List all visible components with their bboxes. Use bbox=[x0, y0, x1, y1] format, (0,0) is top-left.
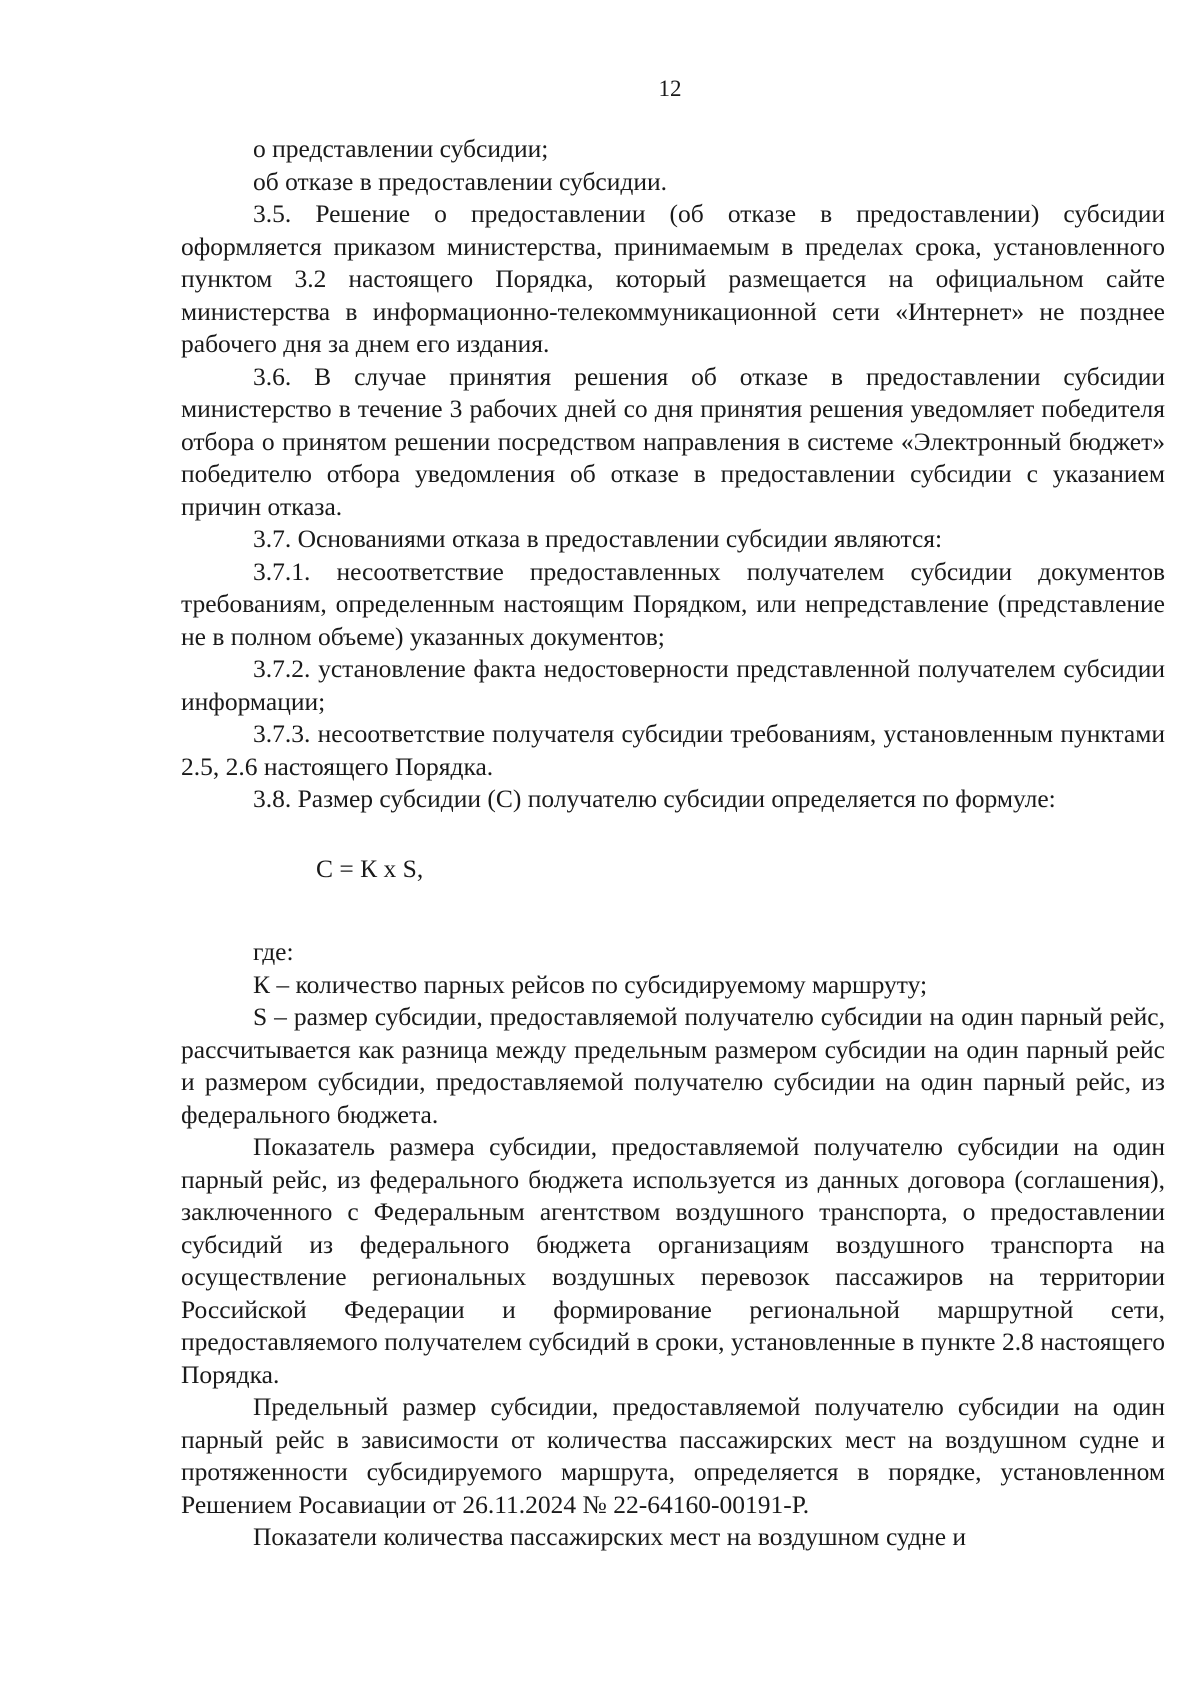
paragraph-3-6: 3.6. В случае принятия решения об отказе в предоставлении субсидии министерство в течение 3 рабочих дней со дня принятия решения уведомляет победителя отбора о принятом решении посредством направления в системе «Электронный бюджет» победителю отбора уведомления об отказе в предоставлении субсидии с указанием причин отказа. bbox=[181, 361, 1165, 521]
paragraph-list-item-2: об отказе в предоставлении субсидии. bbox=[253, 166, 668, 196]
paragraph-3-7-3: 3.7.3. несоответствие получателя субсидии требованиям, установленным пунктами 2.5, 2.6 настоящего Порядка. bbox=[181, 719, 1165, 781]
formula-variable-k: К – количество парных рейсов по субсидируемому маршруту; bbox=[253, 969, 928, 999]
paragraph-3-7: 3.7. Основаниями отказа в предоставлении субсидии являются: bbox=[253, 524, 943, 553]
page-number: 12 bbox=[658, 76, 682, 101]
paragraph-list-item-1: о представлении субсидии; bbox=[253, 134, 549, 163]
paragraph-3-5: 3.5. Решение о предоставлении (об отказе в предоставлении) субсидии оформляется приказом министерства, принимаемым в пределах срока, установленного пунктом 3.2 настоящего Порядка, который размещается на официальном сайте министерства в информационно-телекоммуникационной сети «Интернет» не позднее рабочего дня за днем его издания. bbox=[181, 199, 1165, 358]
formula-variable-s: S – размер субсидии, предоставляемой получателю субсидии на один парный рейс, рассчитывается как разница между предельным размером субсидии на один парный рейс и размером субсидии, предоставляемой получателю субсидии на один парный рейс, из федерального бюджета. bbox=[181, 1002, 1165, 1129]
paragraph-federal-budget-indicator: Показатель размера субсидии, предоставляемой получателю субсидии на один парный рейс, из федерального бюджета используется из данных договора (соглашения), заключенного с Федеральным агентством воздушного транспорта, о предоставлении субсидий из федерального бюджета организациям воздушного транспорта на осуществление региональных воздушных перевозок пассажиров на территории Российской Федерации и формирование региональной маршрутной сети, предоставляемого получателем субсидий в сроки, установленные в пункте 2.8 настоящего Порядка. bbox=[181, 1132, 1165, 1389]
paragraph-seat-indicators: Показатели количества пассажирских мест на воздушном судне и bbox=[253, 1522, 967, 1551]
formula-where: где: bbox=[253, 937, 294, 966]
paragraph-limit-subsidy: Предельный размер субсидии, предоставляемой получателю субсидии на один парный рейс в зависимости от количества пассажирских мест на воздушном судне и протяженности субсидируемого маршрута, определяется в порядке, установленном Решением Росавиации от 26.11.2024 № 22-64160-00191-Р. bbox=[181, 1392, 1165, 1519]
paragraph-3-7-2: 3.7.2. установление факта недостоверности представленной получателем субсидии информации; bbox=[181, 654, 1165, 716]
document-body bbox=[181, 133, 1165, 1554]
subsidy-formula: С = К х S, bbox=[316, 853, 424, 883]
paragraph-3-7-1: 3.7.1. несоответствие предоставленных получателем субсидии документов требованиям, определенным настоящим Порядком, или непредставление (представление не в полном объеме) указанных документов; bbox=[181, 556, 1165, 651]
paragraph-3-8: 3.8. Размер субсидии (С) получателю субсидии определяется по формуле: bbox=[253, 784, 1056, 813]
